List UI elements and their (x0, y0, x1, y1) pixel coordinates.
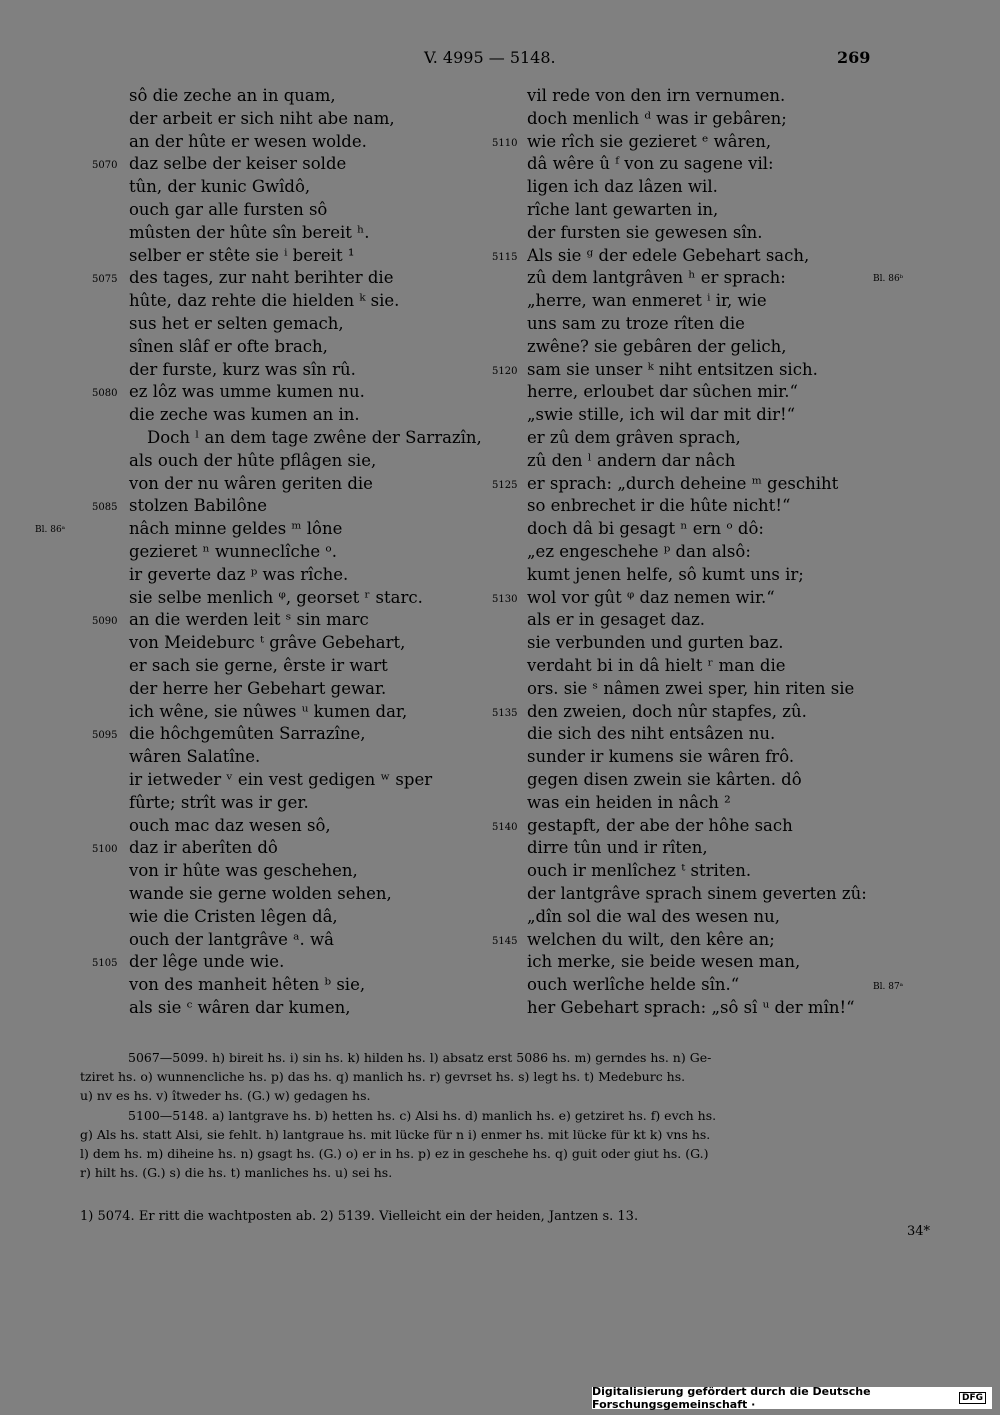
page-number: 269 (837, 48, 871, 67)
verse-line: er sach sie gerne, êrste ir wart (129, 656, 388, 675)
line-number: 5100 (92, 844, 118, 856)
line-number: 5115 (492, 251, 518, 263)
verse-line: uns sam zu troze rîten die (527, 314, 745, 333)
verse-line: mûsten der hûte sîn bereit ʰ. (129, 222, 370, 242)
verse-line: stolzen Babilône (129, 496, 268, 516)
line-number: 5080 (92, 388, 118, 400)
verse-line: ouch mac daz wesen sô, (129, 815, 331, 835)
verse-line: von ir hûte was geschehen, (129, 861, 358, 881)
line-number: 5105 (92, 958, 118, 970)
line-number: 5140 (492, 821, 518, 833)
verse-line: als er in gesaget daz. (527, 610, 706, 630)
verse-line: verdaht bi in dâ hielt ʳ man die (527, 656, 786, 675)
verse-line: so enbrechet ir die hûte nicht!“ (527, 496, 791, 516)
verse-line: sô die zeche an in quam, (129, 86, 336, 105)
running-header: V. 4995 — 5148. (424, 48, 556, 67)
verse-line: kumt jenen helfe, sô kumt uns ir; (527, 564, 804, 584)
verse-line: er zû dem grâven sprach, (527, 428, 741, 447)
author-notes: 1) 5074. Er ritt die wachtposten ab. 2) 5139. Vielleicht ein der heiden, Jantzen s. 13. (80, 1209, 639, 1224)
verse-line: wâren Salatîne. (129, 747, 261, 767)
verse-line: wande sie gerne wolden sehen, (129, 884, 392, 903)
line-number: 5130 (492, 593, 518, 605)
verse-line: wol vor gût ᵠ daz nemen wir.“ (527, 587, 775, 607)
verse-line: tûn, der kunic Gwîdô, (129, 177, 311, 197)
verse-line: als sie ᶜ wâren dar kumen, (129, 998, 351, 1017)
margin-note-bl87a: Bl. 87ᵃ (873, 982, 904, 992)
margin-note-bl86b: Bl. 86ᵇ (873, 274, 904, 284)
verse-line: sie verbunden und gurten baz. (527, 633, 784, 653)
verse-line: herre, erloubet dar sûchen mir.“ (527, 382, 798, 402)
verse-line: gestapft, der abe der hôhe sach (527, 815, 793, 835)
verse-line: ich wêne, sie nûwes ᵘ kumen dar, (129, 701, 408, 721)
footnote-line: r) hilt hs. (G.) s) die hs. t) manliches hs. u) sei hs. (80, 1165, 393, 1180)
footnote-line: g) Als hs. statt Alsi, sie fehlt. h) lantgraue hs. mit lücke für n i) enmer hs. mit lücke für kt k) vns hs. (80, 1127, 711, 1142)
verse-line: die zeche was kumen an in. (129, 405, 360, 425)
verse-line: sam sie unser ᵏ niht entsitzen sich. (527, 359, 818, 379)
line-number: 5125 (492, 479, 518, 491)
verse-line: an der hûte er wesen wolde. (129, 131, 367, 151)
verse-line: von der nu wâren geriten die (129, 473, 373, 493)
line-number: 5090 (92, 616, 118, 628)
verse-line: nâch minne geldes ᵐ lône (129, 519, 343, 539)
footnote-line: tziret hs. o) wunnencliche hs. p) das hs. q) manlich hs. r) gevrset hs. s) legt hs. t) Medeburc hs. (80, 1069, 686, 1084)
dfg-credit-bar (592, 1387, 992, 1409)
verse-line: wie rîch sie gezieret ᵉ wâren, (527, 131, 772, 151)
verse-line: ligen ich daz lâzen wil. (527, 177, 718, 197)
verse-line: ir geverte daz ᵖ was rîche. (129, 564, 349, 584)
signature-mark: 34* (906, 1224, 930, 1239)
footnote-line: u) nv es hs. v) îtweder hs. (G.) w) gedagen hs. (80, 1088, 371, 1103)
verse-line: gezieret ⁿ wunneclîche ᵒ. (129, 542, 338, 561)
verse-line: vil rede von den irn vernumen. (527, 86, 786, 105)
verse-line: ez lôz was umme kumen nu. (129, 382, 365, 402)
verse-line: der lantgrâve sprach sinem geverten zû: (527, 884, 867, 903)
verse-line: der furste, kurz was sîn rû. (129, 359, 356, 379)
verse-line: dirre tûn und ir rîten, (527, 838, 708, 858)
verse-line: sus het er selten gemach, (129, 314, 344, 333)
verse-line: von Meideburc ᵗ grâve Gebehart, (129, 633, 406, 653)
verse-line: der fursten sie gewesen sîn. (527, 222, 763, 242)
verse-line: „swie stille, ich wil dar mit dir!“ (527, 405, 796, 425)
verse-line: „ez engeschehe ᵖ dan alsô: (527, 542, 751, 561)
verse-line: ouch gar alle fursten sô (129, 200, 328, 219)
footnote-line: 5067—5099. h) bireit hs. i) sin hs. k) hilden hs. l) absatz erst 5086 hs. m) gerndes hs. n) Ge- (128, 1050, 712, 1065)
verse-line: die hôchgemûten Sarrazîne, (129, 724, 366, 744)
verse-line: ir ietweder ᵛ ein vest gedigen ʷ sper (129, 770, 433, 789)
line-number: 5120 (492, 365, 518, 377)
margin-note-bl86a: Bl. 86ᵃ (35, 525, 66, 535)
verse-line: als ouch der hûte pflâgen sie, (129, 450, 377, 470)
verse-line: selber er stête sie ⁱ bereit ¹ (129, 245, 355, 265)
verse-line: Als sie ᵍ der edele Gebehart sach, (527, 245, 810, 265)
dfg-logo: DFG (959, 1392, 986, 1404)
line-number: 5135 (492, 707, 518, 719)
verse-line: sie selbe menlich ᵠ, georset ʳ starc. (129, 587, 423, 607)
verse-line: zû den ˡ andern dar nâch (527, 450, 736, 470)
verse-line: an die werden leit ˢ sin marc (129, 610, 369, 630)
verse-line: Doch ˡ an dem tage zwêne der Sarrazîn, (147, 428, 482, 447)
verse-line: ors. sie ˢ nâmen zwei sper, hin riten sie (527, 678, 855, 698)
verse-line: wie die Cristen lêgen dâ, (129, 906, 338, 926)
footnote-line: l) dem hs. m) diheine hs. n) gsagt hs. (G.) o) er in hs. p) ez in geschehe hs. q) guit oder giut hs. (G.) (80, 1146, 709, 1161)
verse-line: den zweien, doch nûr stapfes, zû. (527, 701, 807, 721)
verse-line: gegen disen zwein sie kârten. dô (527, 770, 802, 789)
line-number: 5145 (492, 935, 518, 947)
verse-line: hûte, daz rehte die hielden ᵏ sie. (129, 291, 400, 311)
verse-line: daz selbe der keiser solde (129, 154, 347, 174)
verse-line: der lêge unde wie. (129, 952, 285, 972)
verse-line: was ein heiden in nâch ² (527, 792, 731, 812)
verse-line: ouch ir menlîchez ᵗ striten. (527, 861, 752, 881)
verse-line: her Gebehart sprach: „sô sî ᵘ der mîn!“ (527, 998, 855, 1017)
verse-line: daz ir aberîten dô (129, 838, 278, 858)
credit-text: Digitalisierung gefördert durch die Deutsche Forschungsgemeinschaft · (592, 1385, 871, 1411)
verse-line: ouch werlîche helde sîn.“ (527, 975, 740, 995)
verse-line: welchen du wilt, den kêre an; (527, 929, 775, 949)
verse-line: von des manheit hêten ᵇ sie, (129, 975, 366, 995)
line-number: 5070 (92, 160, 118, 172)
verse-line: der arbeit er sich niht abe nam, (129, 108, 395, 128)
verse-line: ouch der lantgrâve ᵃ. wâ (129, 929, 334, 949)
verse-line: doch dâ bi gesagt ⁿ ern ᵒ dô: (527, 519, 764, 539)
footnote-line: 5100—5148. a) lantgrave hs. b) hetten hs. c) Alsi hs. d) manlich hs. e) getziret hs. f) evch hs. (128, 1108, 717, 1123)
verse-line: sînen slâf er ofte brach, (129, 336, 328, 356)
line-number: 5075 (92, 274, 118, 286)
verse-line: „dîn sol die wal des wesen nu, (527, 906, 781, 926)
verse-line: ich merke, sie beide wesen man, (527, 952, 801, 972)
verse-line: zwêne? sie gebâren der gelich, (527, 336, 787, 356)
verse-line: „herre, wan enmeret ⁱ ir, wie (527, 291, 767, 311)
verse-line: doch menlich ᵈ was ir gebâren; (527, 108, 787, 128)
verse-line: er sprach: „durch deheine ᵐ geschiht (527, 473, 839, 493)
line-number: 5085 (92, 502, 118, 514)
verse-line: der herre her Gebehart gewar. (129, 678, 387, 698)
verse-line: rîche lant gewarten in, (527, 200, 719, 219)
line-number: 5110 (492, 137, 518, 149)
line-number: 5095 (92, 730, 118, 742)
verse-line: sunder ir kumens sie wâren frô. (527, 747, 795, 767)
verse-line: die sich des niht entsâzen nu. (527, 724, 776, 744)
verse-line: des tages, zur naht berihter die (129, 268, 394, 288)
verse-line: dâ wêre û ᶠ von zu sagene vil: (527, 154, 774, 174)
verse-line: zû dem lantgrâven ʰ er sprach: (527, 268, 786, 288)
verse-line: fûrte; strît was ir ger. (129, 792, 309, 812)
